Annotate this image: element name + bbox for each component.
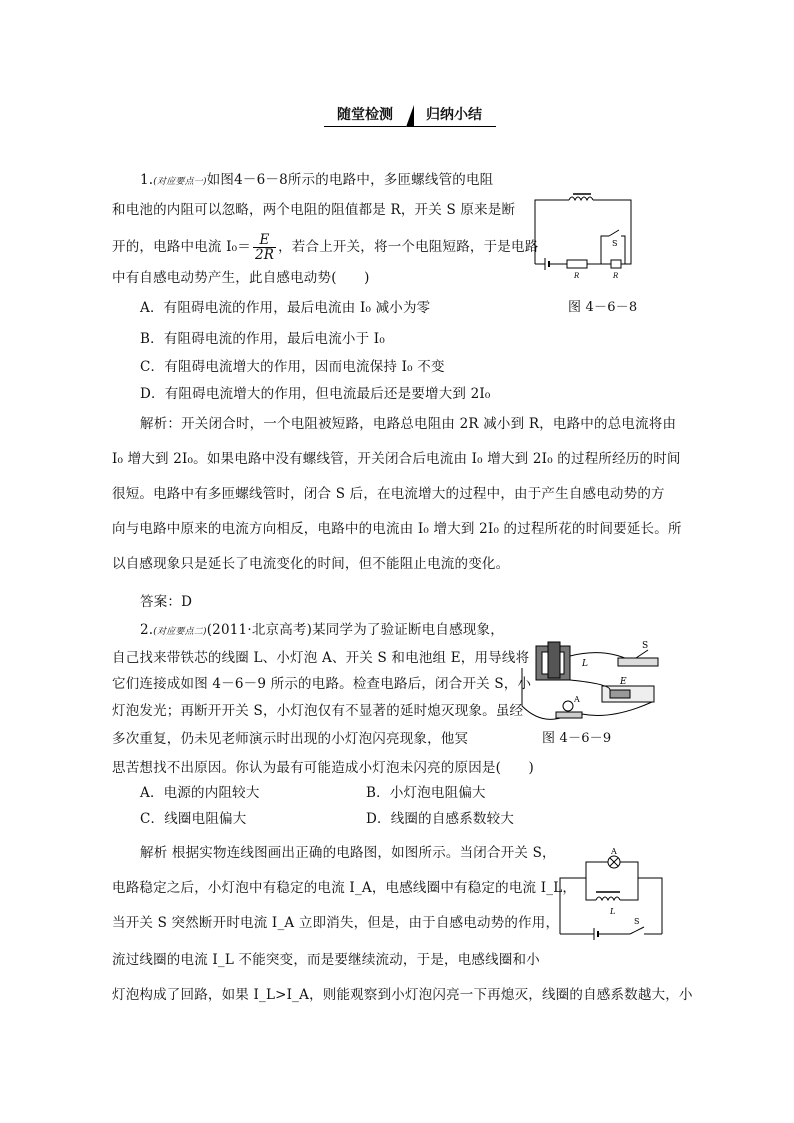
q2-line1 [140,620,504,642]
q1-option-a: A．有阻碍电流的作用，最后电流由 I₀ 减小为零 [140,300,431,316]
q1-figure-caption: 图 4－6－8 [568,300,638,315]
q1-text3b: ，若合上开关，将一个电阻短路，于是电路 [278,239,539,255]
q2-solution-2: 电路稳定之后，小灯泡中有稳定的电流 I_A，电感线圈中有稳定的电流 I_L， [112,880,577,896]
q2-line5: 多次重复，仍未见老师演示时出现的小灯泡闪亮现象，他冥 [112,731,469,747]
header-right: 归纳小结 [412,104,496,127]
q2-option-b: B．小灯泡电阻偏大 [366,785,486,801]
q1-line2: 和电池的内阻可以忽略，两个电阻的阻值都是 R，开关 S 原来是断 [112,202,516,218]
q1-option-d: D．有阻碍电流增大的作用，但电流最后还是要增大到 2I₀ [140,386,491,402]
fig2-switch-label: S [642,641,649,651]
fig2-battery-label: E [620,677,627,687]
fig1-r1-label: R [574,272,580,280]
q1-text1: 如图4－6－8所示的电路中，多匝螺线管的电阻 [206,172,494,188]
header-left: 随堂检测 [324,104,406,127]
section-header [324,104,496,128]
q1-solution-2: I₀ 增大到 2I₀。如果电路中没有螺线管，开关闭合后电流由 I₀ 增大到 2I₀ 的过程所经历的时间 [112,451,681,467]
fig3-coil-label: L [610,907,616,916]
q1-option-c: C．有阻碍电流增大的作用，因而电流保持 I₀ 不变 [140,359,445,375]
q1-solution-1: 解析：开关闭合时，一个电阻被短路，电路总电阻由 2R 减小到 R，电路中的总电流将由 [140,416,677,432]
fig2-coil-label: L [582,659,588,669]
figure-4-6-8 [533,192,633,280]
q2-text1: (2011·北京高考)某同学为了验证断电自感现象， [206,622,504,638]
q1-solution-3: 很短。电路中有多匝螺线管时，闭合 S 后，在电流增大的过程中，由于产生自感电动势的方 [112,486,665,502]
q2-option-d: D．线圈的自感系数较大 [366,811,515,827]
fig3-lamp-label: A [611,847,617,856]
q2-solution-3: 当开关 S 突然断开时电流 I_A 立即消失，但是，由于自感电动势的作用， [112,915,560,931]
q1-answer: 答案：D [140,594,193,610]
fig3-switch-label: S [634,917,640,926]
q2-option-c: C．线圈电阻偏大 [140,811,247,827]
fig2-lamp-label: A [574,695,580,704]
q1-line3 [112,233,538,262]
q1-line4: 中有自感电动势产生，此自感电动势( ) [112,270,370,286]
q1-fraction [253,233,276,262]
q2-number: 2. [140,622,154,638]
q1-option-b: B．有阻碍电流的作用，最后电流小于 I₀ [140,331,385,347]
q2-line2: 自己找来带铁芯的线圈 L、小灯泡 A、开关 S 和电池组 E，用导线将 [112,650,530,666]
fraction-numerator: E [253,233,276,248]
q1-number: 1. [140,172,154,188]
fraction-denominator: 2R [254,247,275,263]
q1-solution-5: 以自感现象只是延长了电流变化的时间，但不能阻止电流的变化。 [112,556,510,572]
q2-solution-4: 流过线圈的电流 I_L 不能突变，而是要继续流动，于是，电感线圈和小 [112,952,540,968]
fig1-switch-label: S [612,239,618,248]
q1-tag: (对应要点一) [153,177,207,187]
q2-line6: 思苦想找不出原因。你认为最有可能造成小灯泡未闪亮的原因是( ) [112,760,534,776]
q2-figure-caption: 图 4－6－9 [542,731,612,746]
q1-text3a: 开的，电路中电流 I₀＝ [112,239,251,255]
q1-solution-4: 向与电路中原来的电流方向相反，电路中的电流由 I₀ 增大到 2I₀ 的过程所花的时间要延长。所 [112,521,682,537]
q2-solution-1: 解析 根据实物连线图画出正确的电路图，如图所示。当闭合开关 S， [140,845,556,861]
figure-4-6-9 [518,636,668,728]
q2-line4: 灯泡发光；再断开开关 S，小灯泡仅有不显著的延时熄灭现象。虽经 [112,703,524,719]
solution-circuit-diagram [556,848,666,944]
q2-line3: 它们连接成如图 4－6－9 所示的电路。检查电路后，闭合开关 S，小 [112,676,532,692]
q2-tag: (对应要点二) [153,627,207,637]
q1-line1 [140,170,493,192]
q2-solution-5: 灯泡构成了回路，如果 I_L>I_A，则能观察到小灯泡闪亮一下再熄灭，线圈的自感系数越大，小 [112,987,693,1003]
fig1-r2-label: R [613,272,619,280]
q2-option-a: A．电源的内阻较大 [140,785,260,801]
